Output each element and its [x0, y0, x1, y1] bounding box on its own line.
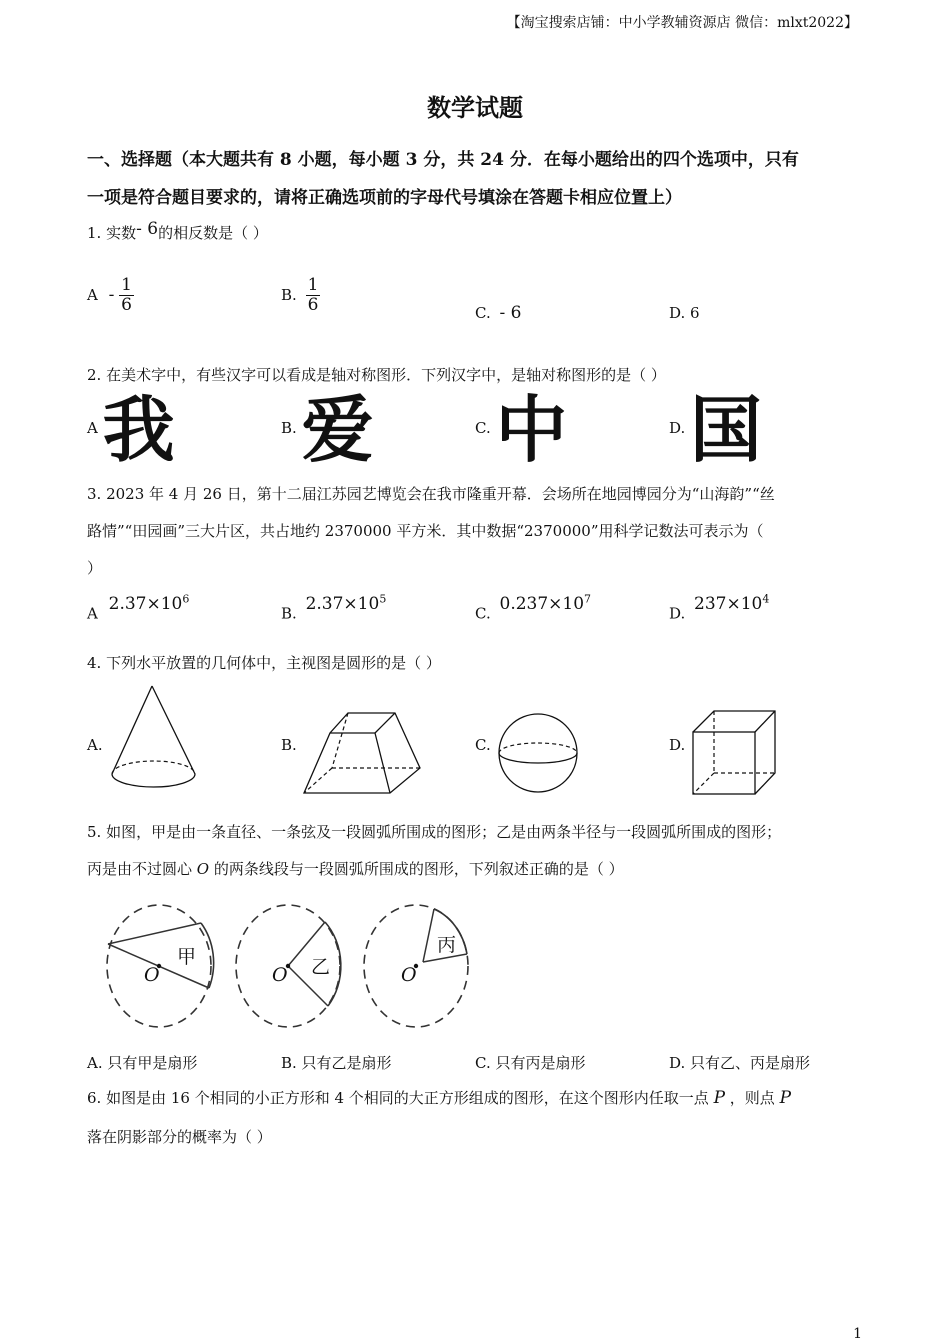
q1-option-b-numerator: 1: [307, 275, 319, 295]
q3-option-c-base: 0.237×10: [499, 593, 585, 614]
question-5-line2-post: 的两条线段与一段圆弧所围成的图形，下列叙述正确的是（ ）: [209, 860, 624, 878]
q4-option-d-label[interactable]: D.: [669, 736, 686, 754]
sphere-figure: [496, 711, 580, 795]
q3-option-d-label: D.: [669, 604, 686, 623]
question-4: 4. 下列水平放置的几何体中，主视图是圆形的是（ ）: [87, 654, 441, 672]
q3-option-d-value: [694, 594, 769, 614]
header-note: 【淘宝搜索店铺：中小学教辅资源店 微信：mlxt2022】: [506, 15, 858, 31]
q5-option-c[interactable]: C. 只有丙是扇形: [475, 1054, 586, 1072]
q3-option-c-exp: 7: [584, 592, 592, 605]
q3-option-a-exp: 6: [182, 592, 190, 605]
page-number: 1: [853, 1326, 862, 1342]
figure-label-center-1: O: [144, 964, 160, 986]
q2-option-b-glyph: 爱: [301, 388, 374, 472]
q1-option-d[interactable]: D. 6: [669, 304, 700, 322]
q3-option-d-exp: 4: [762, 592, 770, 605]
question-6-line1-mid: ，则点: [725, 1089, 780, 1107]
q2-option-d[interactable]: [669, 388, 763, 472]
question-6-point-p2: P: [779, 1088, 792, 1108]
cone-figure: [108, 684, 200, 796]
question-5-line1: 5. 如图，甲是由一条直径、一条弦及一段圆弧所围成的图形；乙是由两条半径与一段圆弧所围成的图形；: [87, 823, 782, 841]
q3-option-b-exp: 5: [379, 592, 387, 605]
q1-option-b-denominator: 6: [307, 294, 319, 315]
section-heading-line1: 一、选择题（本大题共有 8 小题，每小题 3 分，共 24 分．在每小题给出的四个选项中，只有: [87, 150, 799, 170]
q2-option-b-label: B.: [281, 419, 297, 437]
question-5-line2: [87, 858, 624, 879]
q3-option-b-value: [306, 594, 387, 614]
question-6-line1: [87, 1087, 791, 1108]
question-3-line3: ）: [87, 559, 103, 577]
question-6-line1-pre: 6. 如图是由 16 个相同的小正方形和 4 个相同的大正方形组成的图形，在这个图形内任取一点: [87, 1089, 714, 1107]
circle-figure-bing: [361, 902, 473, 1030]
question-5-center-o: O: [196, 860, 210, 878]
figure-label-jia: 甲: [177, 946, 197, 968]
q2-option-a-glyph: 我: [102, 388, 175, 472]
q2-option-c-label: C.: [475, 419, 491, 437]
page-title: 数学试题: [427, 93, 523, 122]
question-3-line1: 3. 2023 年 4 月 26 日，第十二届江苏园艺博览会在我市隆重开幕．会场所在地园博园分为“山海韵”“丝: [87, 485, 775, 503]
q3-option-a-label: A: [87, 604, 98, 623]
q1-option-c[interactable]: [475, 303, 521, 323]
q3-option-a[interactable]: [87, 592, 189, 623]
q1-option-a-sign: -: [108, 285, 115, 306]
q3-option-a-value: [109, 594, 190, 614]
q3-option-b-base: 2.37×10: [305, 593, 380, 614]
circle-figure-jia: [104, 902, 216, 1030]
q1-option-a-label: A: [87, 286, 98, 305]
q3-option-c-label: C.: [475, 604, 491, 623]
q3-option-c-value: [500, 594, 592, 614]
question-1-value: - 6: [136, 219, 159, 239]
q1-option-a-numerator: 1: [121, 275, 132, 295]
q1-option-a-denominator: 6: [121, 294, 132, 315]
q1-option-b-fraction: [306, 276, 321, 314]
q5-option-a[interactable]: A. 只有甲是扇形: [87, 1054, 198, 1072]
q2-option-c-glyph: 中: [495, 388, 568, 472]
figure-label-bing: 丙: [437, 934, 457, 956]
question-1-suffix: 的相反数是（ ）: [158, 224, 268, 242]
question-2: 2. 在美术字中，有些汉字可以看成是轴对称图形．下列汉字中，是轴对称图形的是（ ）: [87, 366, 666, 384]
q2-option-d-label: D.: [669, 419, 686, 437]
figure-label-center-2: O: [272, 964, 288, 986]
question-3-line2: 路情”“田园画”三大片区，共占地约 2370000 平方米．其中数据“2370000”用科学记数法可表示为（: [87, 522, 764, 540]
q2-option-c[interactable]: [475, 388, 568, 472]
section-heading-line2: 一项是符合题目要求的，请将正确选项前的字母代号填涂在答题卡相应位置上）: [87, 188, 682, 208]
figure-label-center-3: O: [401, 964, 417, 986]
q2-option-a-label: A: [87, 419, 98, 437]
question-6-point-p: P: [713, 1088, 726, 1108]
q1-option-a[interactable]: [87, 276, 134, 314]
question-1-prefix: 1. 实数: [87, 224, 137, 242]
q3-option-d-base: 237×10: [694, 593, 763, 614]
q2-option-d-glyph: 国: [690, 388, 763, 472]
frustum-figure: [300, 708, 425, 798]
q2-option-b[interactable]: [281, 388, 374, 472]
cube-figure: [690, 707, 778, 797]
q4-option-b-label[interactable]: B.: [281, 736, 297, 754]
q3-option-d[interactable]: [669, 592, 769, 623]
q2-option-a[interactable]: [87, 388, 175, 472]
q1-option-a-fraction: [119, 276, 134, 314]
q3-option-b[interactable]: [281, 592, 386, 623]
q4-option-a-label[interactable]: A.: [87, 736, 103, 754]
q1-option-b[interactable]: [281, 276, 320, 314]
question-5-line2-pre: 丙是由不过圆心: [87, 860, 197, 878]
figure-label-yi: 乙: [311, 956, 331, 978]
question-1: [87, 219, 268, 243]
q1-option-c-label: C.: [475, 304, 491, 322]
q3-option-c[interactable]: [475, 592, 591, 623]
question-6-line2: 落在阴影部分的概率为（ ）: [87, 1128, 272, 1146]
q1-option-b-label: B.: [281, 286, 297, 305]
q3-option-a-base: 2.37×10: [108, 593, 183, 614]
q1-option-c-value: - 6: [499, 303, 522, 323]
q5-option-d[interactable]: D. 只有乙、丙是扇形: [669, 1054, 811, 1072]
q4-option-c-label[interactable]: C.: [475, 736, 491, 754]
q5-option-b[interactable]: B. 只有乙是扇形: [281, 1054, 392, 1072]
q3-option-b-label: B.: [281, 604, 297, 623]
